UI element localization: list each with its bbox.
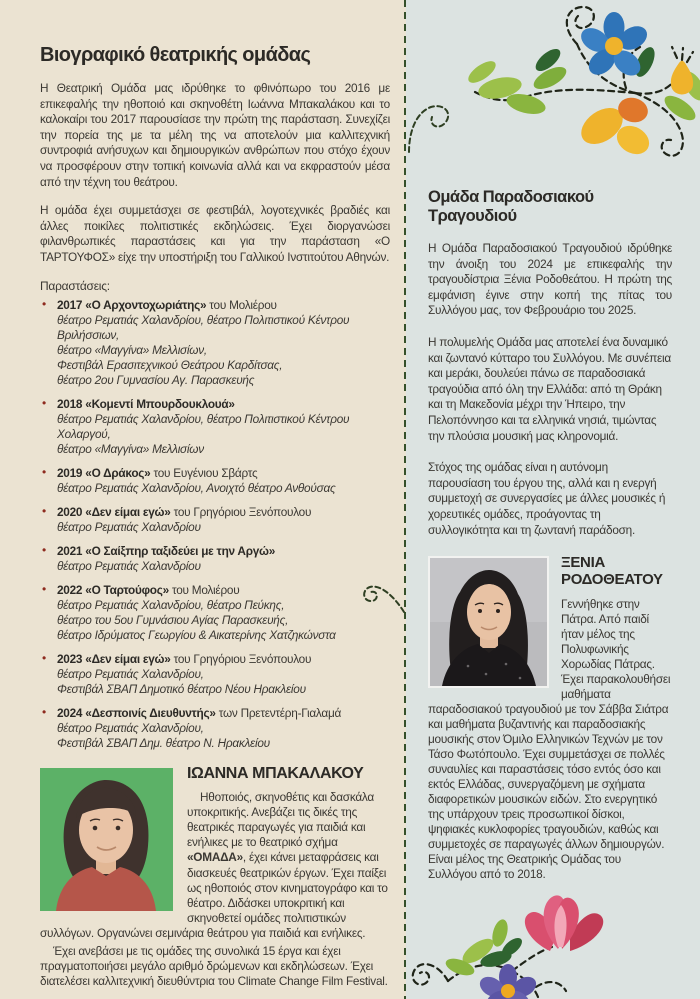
bullet-icon: • (42, 464, 46, 479)
performance-venue: Φεστιβάλ Ερασιτεχνικού Θεάτρου Καρδίτσας, (57, 357, 283, 372)
performance-title: 2024 «Δεσποινίς Διευθυντής» (57, 705, 216, 720)
performance-item (40, 652, 390, 697)
section-paragraph: Η πολυμελής Ομάδα μας αποτελεί ένα δυναμικό και ζωντανό κύτταρο του Συλλόγου. Με συνέπεια και μεράκι, δουλεύει πάνω σε παραδοσιακά τραγούδια από όλη την Ελλάδα: από τη Θράκη και τη Μακεδονία μέχρι την Ήπειρο, την Πελοπόννησο και τα ελληνικά νησιά, τιμώντας την πλούσια μουσική μας κληρονομιά. (428, 334, 671, 443)
performance-item (40, 706, 390, 751)
bullet-icon: • (42, 581, 46, 596)
page-title: Βιογραφικό θεατρικής ομάδας (40, 44, 311, 66)
bullet-icon: • (42, 542, 46, 557)
bio-text-bold: «ΟΜΑΔΑ» (187, 850, 243, 865)
performance-title: 2021 «Ο Σαίξπηρ ταξιδεύει με την Αργώ» (57, 543, 276, 558)
floral-ornament-bottom-icon (400, 889, 660, 999)
performance-venue: θέατρο Ρεματιάς Χαλανδρίου, (57, 666, 204, 681)
performance-item (40, 505, 390, 535)
bio-text: Ηθοποιός, σκηνοθέτις και δασκάλα υποκριτικής. Ανεβάζει τις δικές της θεατρικές παραγωγές για παιδιά και ενήλικες με το θεατρικό σχήμα (187, 789, 374, 850)
performance-title: 2020 «Δεν είμαι εγώ» (57, 504, 171, 519)
performance-author: των Πρετεντέρη-Γιαλαμά (215, 705, 342, 720)
bio-xenia (428, 554, 672, 882)
bio-text: , έχει κάνει μεταφράσεις και διασκευές θεατρικών έργων. Έχει παίξει ως ηθοποιός στον κινηματογράφο και το θέατρο. Διδάσκει υποκριτική και σκηνοθετεί ομάδες πολιτιστικών συλλόγων. Οργανώνει σεμινάρια θεάτρου για παιδιά και ενήλικες. (40, 850, 388, 941)
bio-name: ΞΕΝΙΑ ΡΟΔΟΘΕΑΤΟΥ (561, 554, 663, 589)
bullet-icon: • (42, 704, 46, 719)
performances-label: Παραστάσεις: (40, 278, 110, 293)
bio-paragraph: Γεννήθηκε στην Πάτρα. Από παιδί ήταν μέλος της Πολυφωνικής Χορωδίας Πάτρας. Έχει παρακολουθήσει μαθήματα παραδοσιακού τραγουδιού με τον Σάββα Σιάτρα και μαθήματα βυζαντινής και παραδοσιακής μουσικής στον Όμιλο Ελληνικών Τεχνών με τον Τάσο Φωτόπουλο. Έχει συμμετάσχει σε πολλές συναυλίες και παραστάσεις τόσο εντός όσο και εκτός Ελλάδας, συνεργαζόμενη με σχήματα διαφορετικών μουσικών ειδών. Στο ενεργητικό της υπάρχουν τρεις προσωπικοί δίσκοι, ψηφιακές κυκλοφορίες τραγουδιών, καθώς και συμμετοχές σε παραγωγές άλλων δημιουργών. Είναι μέλος της Θεατρικής Ομάδας του Συλλόγου από το 2018. (428, 597, 671, 882)
performance-venue: θέατρο «Μαγγίνα» Μελλισίων, (57, 342, 207, 357)
performance-title: 2018 «Κομεντί Μπουρδουκλουά» (57, 396, 235, 411)
performance-venue: θέατρο Ρεματιάς Χαλανδρίου, θέατρο Πολιτιστικού Κέντρου Βριλήσσιων, (57, 312, 350, 342)
performance-author: του Μολιέρου (206, 297, 277, 312)
bio-paragraph: Έχει ανεβάσει με τις ομάδες της συνολικά 15 έργα και έχει πραγματοποιήσει μεγάλο αριθμό δρώμενων και εκδηλώσεων. Έχει διατελέσει καλλιτεχνική διευθύντρια του Climate Change Film Festival. (40, 943, 388, 988)
bullet-icon: • (42, 296, 46, 311)
performance-venue: θέατρο 2ου Γυμνασίου Αγ. Παρασκευής (57, 372, 255, 387)
performance-venue: θέατρο Ρεματιάς Χαλανδρίου, (57, 720, 204, 735)
performance-author: του Ευγένιου Σβάρτς (150, 465, 258, 480)
performance-title: 2019 «Ο Δράκος» (57, 465, 151, 480)
performance-venue: θέατρο «Μαγγίνα» Μελλισίων (57, 441, 204, 456)
performance-venue: θέατρο του 5ου Γυμνάσιου Αγίας Παρασκευής, (57, 612, 289, 627)
performance-item (40, 298, 390, 388)
performance-venue: θέατρο Ρεματιάς Χαλανδρίου, θέατρο Πεύκης, (57, 597, 285, 612)
bio-ioanna (40, 766, 390, 990)
intro-paragraph: Η ομάδα έχει συμμετάσχει σε φεστιβάλ, λογοτεχνικές βραδιές και άλλες ποικίλες πολιτιστικές εκδηλώσεις. Έχει διοργανώσει φιλανθρωπικές παραστάσεις και για την παράσταση «Ο ΤΑΡΤΟΥΦΟΣ» είχε την υποστήριξη του Γαλλικού Ινστιτούτου Αθηνών. (40, 203, 390, 264)
bullet-icon: • (42, 395, 46, 410)
performance-item (40, 466, 390, 496)
ioanna-photo (40, 768, 173, 911)
performance-venue: Φεστιβάλ ΣΒΑΠ Δημ. θέατρο Ν. Ηρακλείου (57, 735, 270, 750)
section-title: Ομάδα Παραδοσιακού Τραγουδιού (428, 188, 594, 225)
performance-venue: θέατρο Ιδρύματος Γεωργίου & Αικατερίνης Χατζηκώνστα (57, 627, 336, 642)
performance-item (40, 544, 390, 574)
xenia-photo (428, 556, 549, 688)
performance-title: 2023 «Δεν είμαι εγώ» (57, 651, 171, 666)
performance-venue: Φεστιβάλ ΣΒΑΠ Δημοτικό θέατρο Νέου Ηρακλείου (57, 681, 306, 696)
section-paragraph: Η Ομάδα Παραδοσιακού Τραγουδιού ιδρύθηκε την άνοιξη του 2024 με επικεφαλής την τραγουδίστρια Ξένια Ροδοθεάτου. Η πρώτη της εμφάνιση έγινε στην κοπή της πίτας του Συλλόγου μας, τον Φεβρουάριο του 2025. (428, 241, 672, 318)
performance-venue: θέατρο Ρεματιάς Χαλανδρίου, θέατρο Πολιτιστικού Κέντρου Χολαργού, (57, 411, 350, 441)
performances-list (40, 298, 390, 751)
performance-author: του Μολιέρου (168, 582, 240, 597)
intro-paragraph: Η Θεατρική Ομάδα μας ιδρύθηκε το φθινόπωρο του 2016 με επικεφαλής την ηθοποιό και σκηνοθέτη Ιωάννα Μπακαλάκου και το καλοκαίρι του 2017 παρουσίασε την πρώτη της παράσταση. Συνεχίζει την πορεία της με τα μέλη της να αποτελούν μια καλλιτεχνική συντροφιά ανήσυχων και δημιουργικών ανθρώπων που στόχο έχουν να προσφέρουν στην τοπική κοινωνία αλλά και να εκφραστούν μέσα από την τέχνη του θεάτρου. (40, 81, 390, 189)
bio-name: ΙΩΑΝΝΑ ΜΠΑΚΑΛΑΚΟΥ (187, 764, 364, 782)
divider-curl-icon (360, 574, 406, 614)
performance-author: του Γρηγόριου Ξενόπουλου (170, 651, 312, 666)
performance-title: 2017 «Ο Αρχοντοχωριάτης» (57, 297, 207, 312)
performance-title: 2022 «Ο Ταρτούφος» (57, 582, 169, 597)
performance-venue: θέατρο Ρεματιάς Χαλανδρίου, Ανοιχτό θέατρο Ανθούσας (57, 480, 336, 495)
performance-item (40, 583, 390, 643)
divider-curl-icon (405, 98, 453, 154)
performance-venue: θέατρο Ρεματιάς Χαλανδρίου (57, 558, 201, 573)
performance-author: του Γρηγόριου Ξενόπουλου (170, 504, 312, 519)
performance-venue: θέατρο Ρεματιάς Χαλανδρίου (57, 519, 201, 534)
performance-item (40, 397, 390, 457)
bullet-icon: • (42, 650, 46, 665)
section-paragraph: Στόχος της ομάδας είναι η αυτόνομη παρουσίαση του έργου της, αλλά και η ενεργή συμμετοχή σε συνεργασίες με άλλες μουσικές ή χορευτικές ομάδες, προάγοντας τη συλλογικότητα και τη ζωντανή παράδοση. (428, 460, 666, 537)
bullet-icon: • (42, 503, 46, 518)
